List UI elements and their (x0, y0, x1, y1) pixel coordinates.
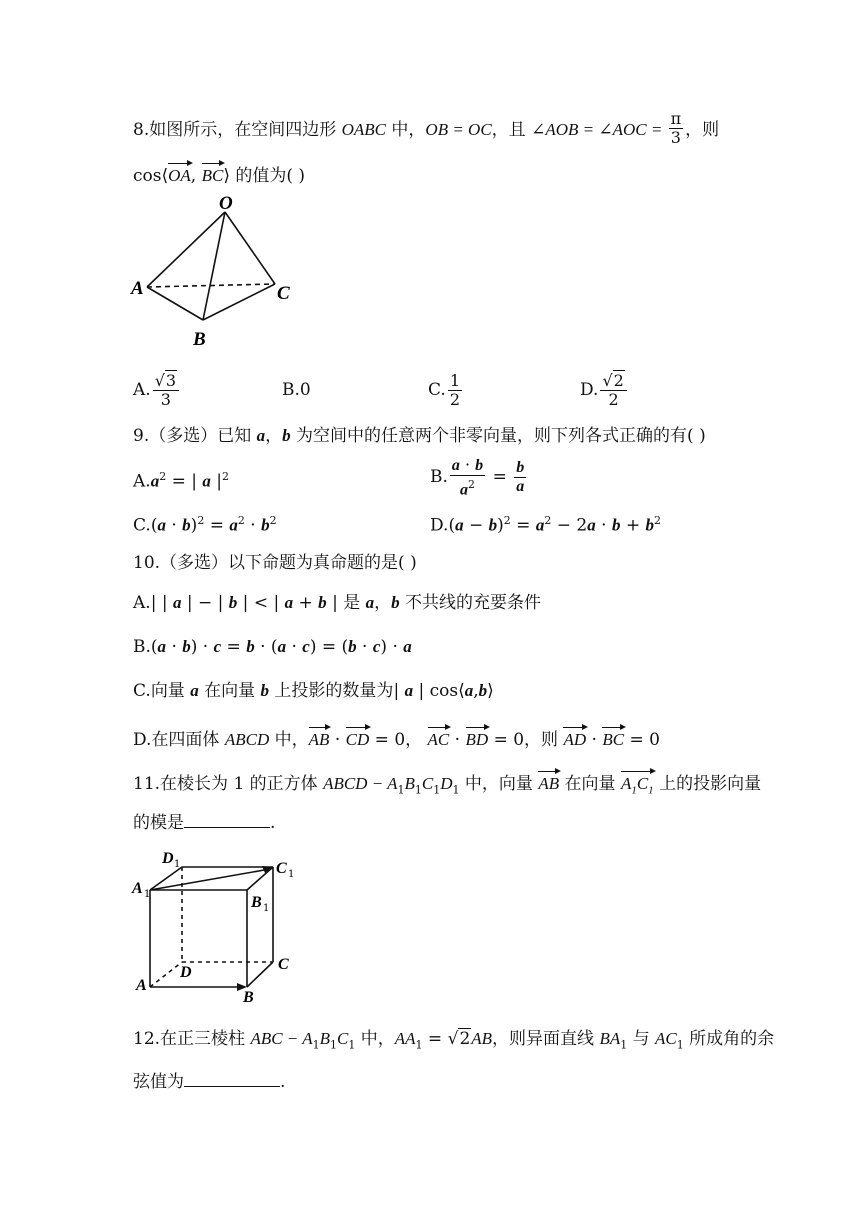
vector-ab: AB (538, 770, 559, 795)
q12-line2: 弦值为 . (133, 1072, 286, 1092)
edge-ab (147, 287, 203, 320)
pi-over-3: $\frac{\pi}{3}$ (670, 109, 682, 147)
vector-bc: BC (202, 162, 224, 187)
svg-text:C: C (276, 860, 287, 877)
q11-line2: 的模是 . (133, 813, 276, 833)
q9-stem: 9.（多选）已知 a，b 为空间中的任意两个非零向量，则下列各式正确的有( ) (133, 426, 706, 446)
q8-line1: 8.如图所示，在空间四边形 OABC 中，OB = OC，且 ∠AOB = ∠AOC = $\frac{\pi}{3}$ ，则 (133, 109, 720, 147)
edge-bc (203, 284, 275, 320)
q9-option-d[interactable]: $D.(a - b)^2 = a^2 - 2a \cdot b + b^2$ (430, 514, 661, 536)
svg-text:A: A (136, 977, 147, 994)
q8-quad: OABC (341, 120, 387, 139)
vector-a1c1: $A_1C_1$ (621, 770, 654, 801)
q10-option-b[interactable]: B.(a · b) · c = b · (a · c) = (b · c) · a (133, 637, 412, 657)
svg-text:1: 1 (288, 869, 295, 880)
svg-text:D: D (162, 850, 174, 867)
q9-option-b[interactable]: B. $\frac{a \cdot b}{a^2}$ = $\frac{b}{a}$ (430, 454, 525, 499)
q8-option-a[interactable]: A. $\frac{√3}{3}$ (133, 368, 181, 412)
svg-text:1: 1 (144, 889, 151, 900)
svg-text:C: C (278, 956, 289, 973)
q9-option-c[interactable]: $C.(a \cdot b)^2 = a^2 \cdot b^2$ (133, 514, 277, 536)
q10-option-c[interactable]: C.向量 a 在向量 b 上投影的数量为| a | cos⟨a,b⟩ (133, 681, 494, 701)
svg-text:A: A (132, 880, 143, 897)
q9-option-a[interactable]: $A.a^2$ = | a $|^2$ (133, 470, 230, 492)
q10-option-d[interactable]: D.在四面体 ABCD 中，AB · CD = 0， AC · BD = 0，则 AD · BC = 0 (133, 726, 660, 751)
label-a: A (131, 278, 144, 299)
q8-option-d[interactable]: D. $\frac{√2}{2}$ (580, 368, 629, 412)
q10-stem: 10.（多选）以下命题为真命题的是( ) (133, 553, 417, 573)
svg-text:1: 1 (263, 903, 270, 914)
edge-ob (203, 212, 225, 320)
answer-blank[interactable] (184, 811, 270, 828)
q11-line1: 11.在棱长为 1 的正方体 ABCD − $A_1B_1C_1D_1$ 中，向量 AB 在向量 $A_1C_1$ 上的投影向量 (133, 770, 761, 801)
tetrahedron-figure (125, 190, 305, 355)
q10-option-a[interactable]: A.| | a | − | b | < | a + b | 是 a，b 不共线的充要条件 (133, 593, 542, 613)
svg-text:1: 1 (174, 859, 181, 870)
q8-option-c[interactable]: C. $\frac{1}{2}$ (428, 371, 460, 409)
diagonal-a1c1 (150, 869, 270, 890)
q8-line2: cos⟨OA, BC⟩ 的值为( ) (133, 162, 305, 187)
svg-text:D: D (180, 964, 192, 981)
label-c: C (277, 283, 290, 304)
label-b: B (193, 329, 206, 350)
label-o: O (219, 193, 233, 214)
cube-figure (130, 845, 305, 1005)
svg-text:B: B (251, 894, 262, 911)
edge-oc (225, 212, 275, 284)
q8-option-b[interactable]: B.0 (282, 380, 311, 400)
q12-line1: 12.在正三棱柱 ABC − $A_1B_1C_1$ 中，$AA_1 = √2AB$，则异面直线 $BA_1$ 与 $AC_1$ 所成角的余 (133, 1029, 775, 1052)
edge-oa (147, 212, 225, 287)
answer-blank[interactable] (184, 1070, 280, 1087)
vector-oa: OA (168, 162, 191, 187)
svg-text:B: B (243, 989, 254, 1005)
